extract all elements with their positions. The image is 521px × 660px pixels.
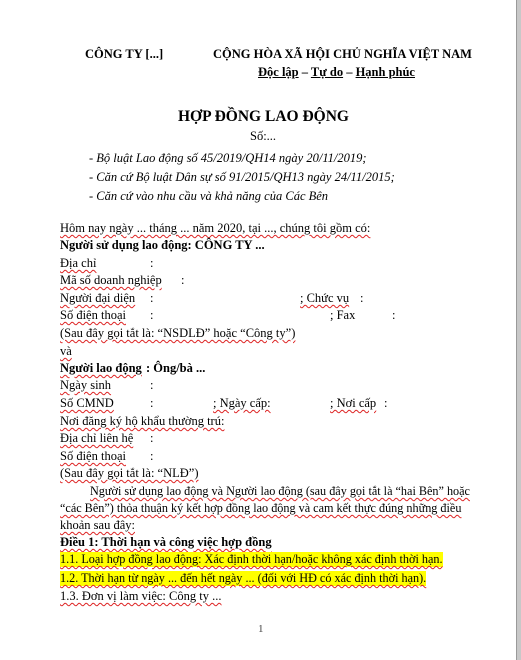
employee-dob-colon: :	[150, 378, 154, 392]
nation-name: CỘNG HÒA XÃ HỘI CHỦ NGHĨA VIỆT NAM	[213, 47, 472, 61]
employee-alias: (Sau đây gọi tắt là: “NLĐ”)	[60, 466, 199, 480]
document-title: HỢP ĐỒNG LAO ĐỘNG	[178, 108, 349, 125]
conjunction-and: và	[60, 344, 72, 358]
company-name: CÔNG TY [...]	[85, 47, 164, 61]
legal-basis-item: - Căn cứ Bộ luật Dân sự số 91/2015/QH13 ngày 24/11/2015;	[89, 170, 395, 184]
motto-separator: –	[343, 65, 356, 79]
employer-position-label: ; Chức vụ	[300, 291, 350, 305]
employer-phone-colon: :	[150, 308, 154, 322]
employee-residence: Nơi đăng ký hộ khẩu thường trú:	[60, 414, 225, 428]
agreement-line: “các Bên”) thỏa thuận ký kết hợp đồng lao động và cam kết thực đúng những điều	[60, 501, 462, 515]
employer-rep-colon: :	[150, 291, 154, 305]
page-number: 1	[258, 623, 264, 635]
agreement-line: Người sử dụng lao động và Người lao động (sau đây gọi tắt là “hai Bên” hoặc	[90, 484, 470, 498]
legal-basis-item: - Bộ luật Lao động số 45/2019/QH14 ngày 20/11/2019;	[89, 151, 367, 165]
employer-fax-colon: :	[392, 308, 396, 322]
employer-tax-colon: :	[181, 273, 185, 287]
article-item-highlighted: 1.1. Loại hợp đồng lao động: Xác định thời hạn/hoặc không xác định thời hạn.	[60, 552, 443, 566]
employer-phone-label: Số điện thoại	[60, 308, 126, 322]
employer-heading: Người sử dụng lao động: CÔNG TY ...	[60, 238, 265, 252]
intro-line: Hôm nay ngày ... tháng ... năm 2020, tại ..., chúng tôi gồm có:	[60, 221, 371, 235]
employer-position-colon: :	[360, 291, 364, 305]
national-motto	[258, 65, 415, 80]
employee-issue-place: ; Nơi cấp	[330, 396, 377, 410]
motto-separator: –	[298, 65, 311, 79]
employer-address-colon: :	[150, 256, 154, 270]
employer-address-label: Địa chỉ	[60, 256, 97, 270]
employee-id-colon: :	[150, 396, 154, 410]
employee-contact-label: Địa chỉ liên hệ	[60, 431, 134, 445]
legal-basis-item: - Căn cứ vào nhu cầu và khả năng của Các Bên	[89, 189, 329, 203]
contract-number: Số:...	[250, 129, 277, 143]
employee-issue-date: ; Ngày cấp:	[213, 396, 271, 410]
article-item: 1.3. Đơn vị làm việc: Công ty ...	[60, 589, 222, 603]
motto-freedom: Tự do	[310, 65, 344, 79]
motto-independence: Độc lập	[258, 65, 299, 79]
employee-id-label: Số CMND	[60, 396, 114, 410]
article-heading: Điều 1: Thời hạn và công việc hợp đồng	[60, 535, 272, 549]
article-item-highlighted: 1.2. Thời hạn từ ngày ... đến hết ngày ... (đối với HĐ có xác định thời hạn).	[60, 571, 427, 585]
employee-heading-label: Người lao động	[60, 361, 142, 375]
employer-fax-label: ; Fax	[330, 308, 356, 322]
employer-tax-label: Mã số doanh nghiệp	[60, 273, 162, 287]
employee-issue-place-colon: :	[384, 396, 388, 410]
employer-rep-label: Người đại diện	[60, 291, 136, 305]
employee-dob-label: Ngày sinh	[60, 378, 112, 392]
motto-happiness: Hạnh phúc	[355, 65, 415, 79]
employer-alias: (Sau đây gọi tắt là: “NSDLĐ” hoặc “Công ty”)	[60, 326, 296, 340]
employee-phone-label: Số điện thoại	[60, 449, 126, 463]
agreement-line: khoản sau đây:	[60, 518, 135, 532]
employee-phone-colon: :	[150, 449, 154, 463]
employee-heading-value: : Ông/bà ...	[146, 361, 206, 375]
employee-contact-colon: :	[150, 431, 154, 445]
